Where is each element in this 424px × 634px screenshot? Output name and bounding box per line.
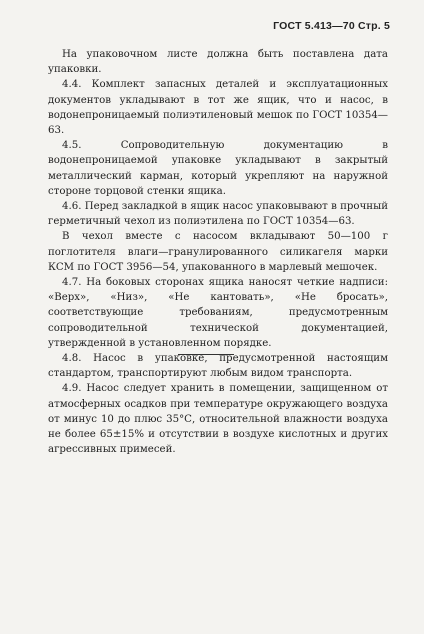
paragraph-4-8: 4.8. Насос в упаковке, предусмотренной настоящим стандартом, транспортируют любым видом транспорта.: [48, 353, 388, 380]
paragraph-4-7: 4.7. На боковых сторонах ящика наносят четкие надписи: «Верх», «Низ», «Не кантовать», «Не бросать», соответствующие требованиям, предусмотренным сопроводительной технической документацией, утвержденной в установленном порядке.: [48, 277, 388, 349]
paragraph-4-9: 4.9. Насос следует хранить в помещении, защищенном от атмосферных осадков при температуре окружающего воздуха от минус 10 до плюс 35°С, относительной влажности воздуха не более 65±15% и отсутствии в воздухе кислотных и других агрессивных примесей.: [48, 383, 388, 456]
page-header: ГОСТ 5.413—70 Стр. 5: [273, 20, 390, 32]
end-divider: [178, 354, 234, 355]
paragraph-packing-date: На упаковочном листе должна быть поставлена дата упаковки.: [48, 49, 388, 76]
paragraph-4-5: 4.5. Сопроводительную документацию в водонепроницаемой упаковке укладывают в закрытый металлический карман, который укрепляют на наружной стороне торцовой стенки ящика.: [48, 140, 388, 197]
body-text: [48, 47, 388, 457]
paragraph-desiccant: В чехол вместе с насосом вкладывают 50—100 г поглотителя влаги—гранулированного силикагеля марки КСМ по ГОСТ 3956—54, упакованного в марлевый мешочек.: [48, 231, 388, 273]
paragraph-4-6: 4.6. Перед закладкой в ящик насос упаковывают в прочный герметичный чехол из полиэтилена по ГОСТ 10354—63.: [48, 201, 388, 228]
paragraph-4-4: 4.4. Комплект запасных деталей и эксплуатационных документов укладывают в тот же ящик, что и насос, в водонепроницаемый полиэтиленовый мешок по ГОСТ 10354—63.: [48, 79, 388, 137]
